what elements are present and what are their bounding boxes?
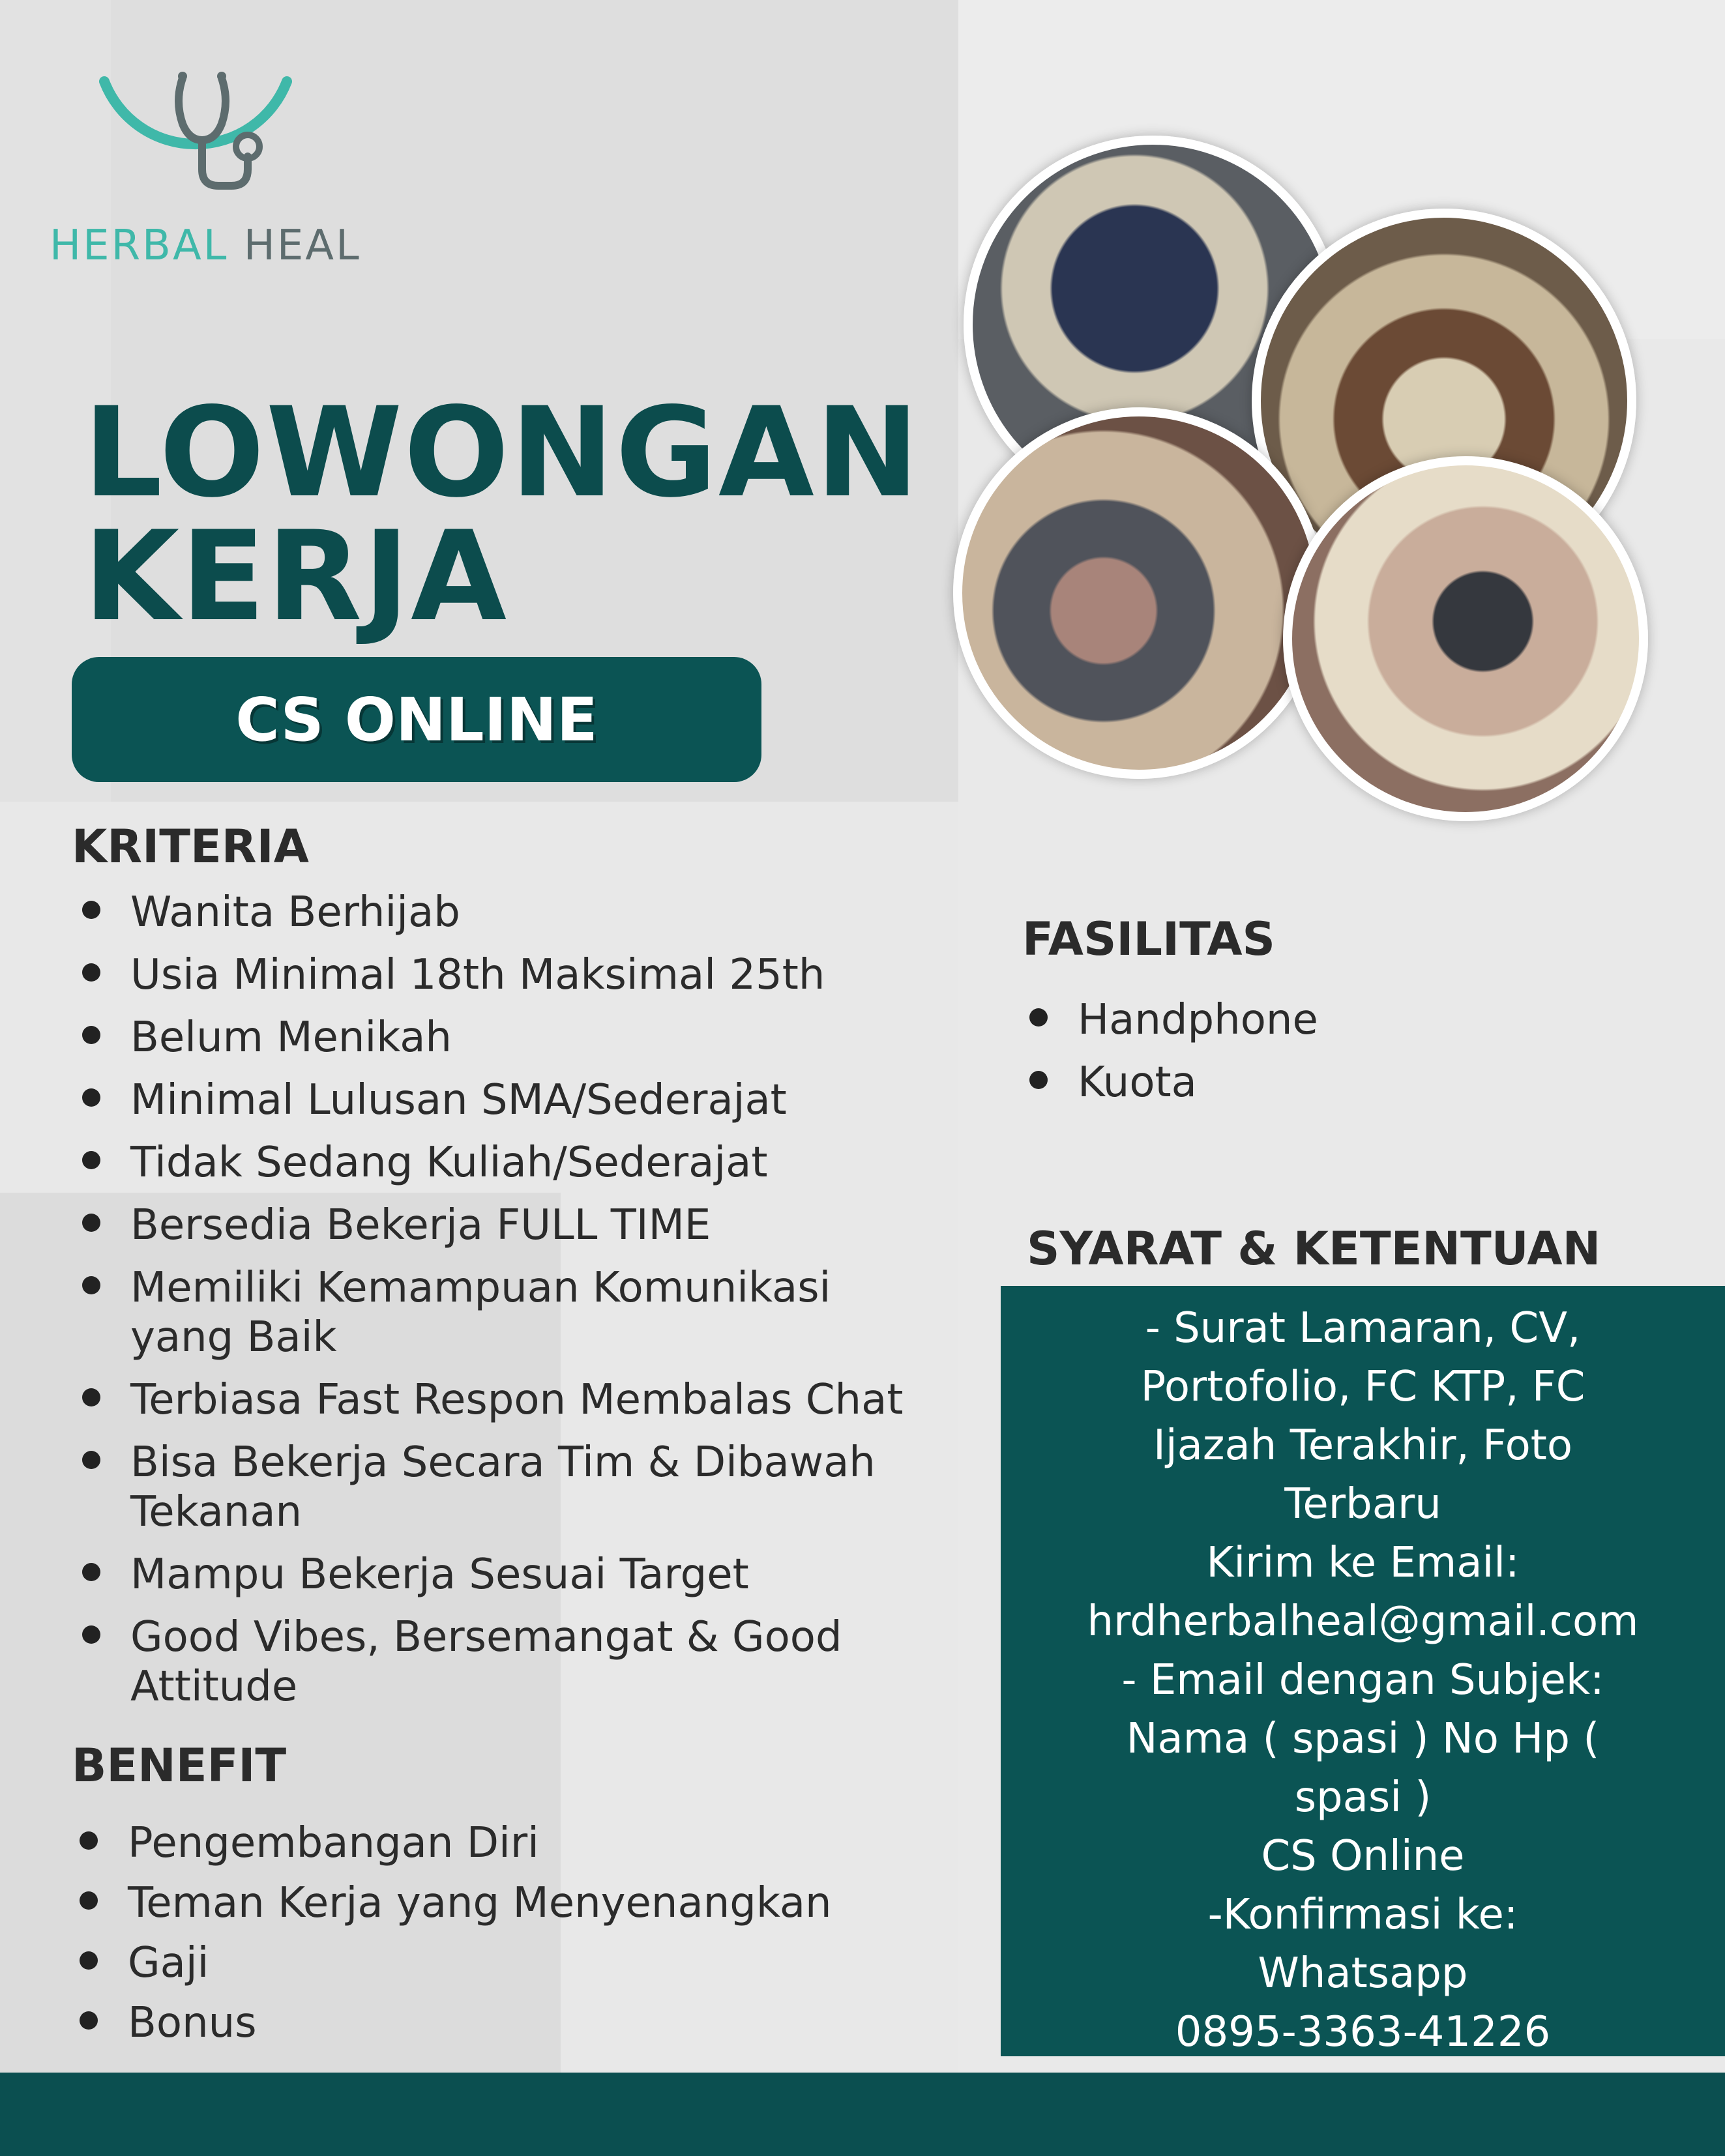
benefit-list — [70, 1818, 918, 2058]
syarat-line: -Konfirmasi ke: — [1207, 1891, 1518, 1939]
list-item: Pengembangan Diri — [70, 1818, 918, 1868]
stethoscope-icon — [91, 62, 300, 218]
syarat-line: CS Online — [1261, 1832, 1465, 1880]
syarat-line: Terbaru — [1284, 1480, 1441, 1528]
list-item: Memiliki Kemampuan Komunikasi yang Baik — [73, 1263, 848, 1362]
kriteria-list — [73, 888, 973, 1725]
list-item: Bersedia Bekerja FULL TIME — [73, 1201, 973, 1250]
list-item: Terbiasa Fast Respon Membalas Chat — [73, 1375, 973, 1425]
position-badge: CS ONLINE — [72, 657, 761, 782]
brand-logo — [39, 62, 365, 277]
list-item: Mampu Bekerja Sesuai Target — [73, 1550, 973, 1599]
syarat-line: Ijazah Terakhir, Foto — [1153, 1421, 1573, 1470]
fasilitas-heading: FASILITAS — [1022, 912, 1275, 966]
syarat-line: Kirim ke Email: — [1206, 1539, 1520, 1587]
list-item: Teman Kerja yang Menyenangkan — [70, 1878, 918, 1928]
title-line-2: KERJA — [83, 504, 509, 648]
benefit-heading: BENEFIT — [72, 1739, 287, 1792]
title-line-1: LOWONGAN — [83, 381, 921, 525]
list-item: Belum Menikah — [73, 1013, 973, 1062]
list-item: Minimal Lulusan SMA/Sederajat — [73, 1075, 973, 1125]
kriteria-heading: KRITERIA — [72, 820, 309, 873]
brand-name — [50, 222, 361, 270]
footer-bar — [0, 2073, 1725, 2156]
brand-name-part1: HERBAL — [50, 222, 229, 270]
list-item: Bisa Bekerja Secara Tim & Dibawah Tekanan — [73, 1438, 978, 1537]
list-item: Gaji — [70, 1938, 918, 1988]
syarat-line: - Email dengan Subjek: — [1121, 1656, 1604, 1704]
syarat-line: spasi ) — [1294, 1773, 1432, 1822]
list-item: Handphone — [1020, 995, 1607, 1045]
contact-phone: 0895-3363-41226 — [1175, 2008, 1551, 2056]
team-working-photo — [1283, 456, 1648, 821]
syarat-line: Portofolio, FC KTP, FC — [1140, 1363, 1585, 1411]
brand-name-part2: HEAL — [243, 222, 361, 270]
list-item: Good Vibes, Bersemangat & Good Attitude — [73, 1612, 913, 1712]
contact-email: hrdherbalheal@gmail.com — [1087, 1597, 1639, 1646]
fasilitas-list — [1020, 995, 1607, 1120]
list-item: Bonus — [70, 1998, 918, 2048]
list-item: Tidak Sedang Kuliah/Sederajat — [73, 1138, 973, 1187]
syarat-heading: SYARAT & KETENTUAN — [1027, 1222, 1601, 1275]
syarat-box — [1001, 1286, 1725, 2056]
syarat-line: - Surat Lamaran, CV, — [1145, 1304, 1581, 1352]
list-item: Wanita Berhijab — [73, 888, 973, 937]
syarat-line: Nama ( spasi ) No Hp ( — [1126, 1715, 1600, 1763]
page-title — [83, 381, 921, 648]
list-item: Kuota — [1020, 1058, 1607, 1107]
syarat-line: Whatsapp — [1258, 1949, 1468, 1998]
office-laptops-photo — [953, 407, 1325, 779]
list-item: Usia Minimal 18th Maksimal 25th — [73, 950, 973, 1000]
